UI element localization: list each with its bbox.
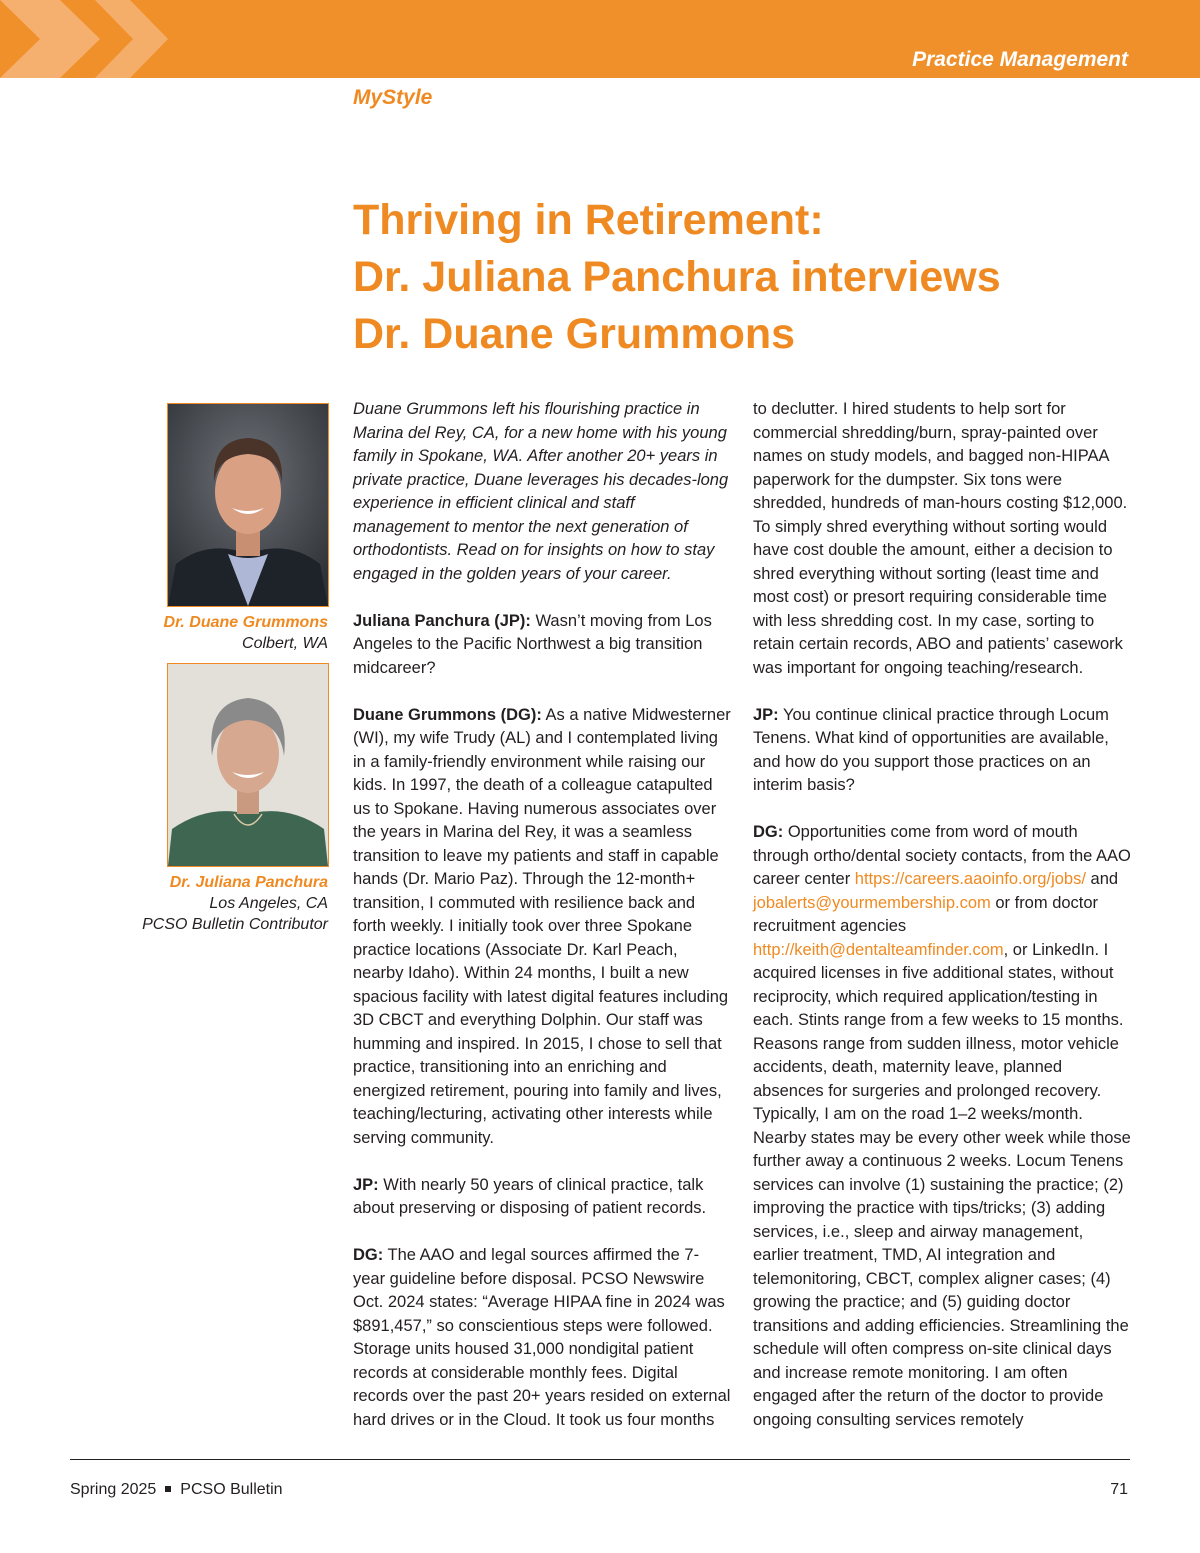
- header-banner: [0, 0, 1200, 78]
- caption-name: Dr. Juliana Panchura: [169, 874, 328, 891]
- photo-caption-panchura: [142, 872, 328, 935]
- bullet-square-icon: [165, 1486, 171, 1492]
- answer-paragraph: [353, 704, 731, 1151]
- question-paragraph: [353, 1174, 731, 1221]
- column-label: MyStyle: [353, 86, 433, 109]
- answer-continuation: to declutter. I hired students to help sort for commercial shredding/burn, spray-painted over names on study models, and bagged non-HIPAA paperwork for the dumpster. Six tons were shredded, hundreds of man-hours costing $12,000. To simply shred everything without sorting would have cost double the amount, either a decision to shred everything without sorting (least time and most cost) or presort requiring considerable time with less shredding cost. In my case, sorting to retain certain records, ABO and patients’ casework was important for ongoing teaching/research.: [753, 400, 1128, 677]
- paragraph-text: , or LinkedIn. I acquired licenses in five additional states, without reciprocity, which required application/testing in each. Stints range from a few weeks to 15 months. Reasons range from sudden illness, motor vehicle accidents, death, maternity leave, planned absences for surgeries and prolonged recovery. Typically, I am on the road 1–2 weeks/month. Nearby states may be every other week while those further away a continuous 2 weeks. Locum Tenens services can involve (1) sustaining the practice; (2) improving the practice with tips/tricks; (3) adding services, i.e., sleep and airway management, earlier treatment, TMD, AI integration and telemonitoring, CBCT, complex aligner cases; (4) growing the practice; and (5) guiding doctor transitions and adding efficiencies. Streamlining the schedule will often compress on-site clinical days and increase remote monitoring. I am often engaged after the return of the doctor to provide ongoing consulting services remotely: [753, 940, 1131, 1429]
- caption-name: Dr. Duane Grummons: [163, 614, 328, 631]
- section-label: Practice Management: [912, 48, 1128, 71]
- paragraph-text: As a native Midwesterner (WI), my wife Trudy (AL) and I contemplated living in a family-friendly environment while raising our kids. In 1997, the death of a colleague catapulted us to Spokane. Having numerous associates over the years in Marina del Rey, it was a seamless transition to leave my patients and staff in capable hands (Dr. Mario Paz). Through the 12-month+ transition, I commuted with resilience back and forth weekly. I initially took over three Spokane practice locations (Associate Dr. Karl Peach, nearby Idaho). Within 24 months, I built a new spacious facility with latest digital features including 3D CBCT and everything Dolphin. Our staff was humming and inspired. In 2015, I chose to sell that practice, transitioning into an enriching and energized retirement, pouring into family and lives, teaching/lecturing, activating other interests while serving community.: [353, 705, 731, 1147]
- intro-paragraph: Duane Grummons left his flourishing practice in Marina del Rey, CA, for a new home with his young family in Spokane, WA. After another 20+ years in private practice, Duane leverages his decades-long experience in efficient clinical and staff management to mentor the next generation of orthodontists. Read on for insights on how to stay engaged in the golden years of your career.: [353, 400, 729, 583]
- answer-paragraph: [753, 821, 1131, 1432]
- caption-location: Los Angeles, CA: [209, 895, 328, 912]
- footer-issue-date: Spring 2025: [70, 1481, 157, 1498]
- page-number: 71: [1110, 1481, 1128, 1498]
- speaker-label: JP:: [353, 1175, 379, 1194]
- paragraph-text: Opportunities come from word of mouth through ortho/dental society contacts, from the AAO career center: [753, 823, 1131, 888]
- paragraph-text: Wasn’t moving from Los Angeles to the Pacific Northwest a big transition midcareer?: [353, 611, 712, 677]
- footer-issue: [70, 1481, 283, 1499]
- dentalteamfinder-link[interactable]: http://keith@dentalteamfinder.com: [753, 940, 1004, 959]
- paragraph-text: You continue clinical practice through Locum Tenens. What kind of opportunities are available, and how do you support those practices on an interim basis?: [753, 705, 1109, 794]
- title-line-2: Dr. Juliana Panchura interviews: [353, 253, 1001, 301]
- caption-location: Colbert, WA: [242, 635, 328, 652]
- speaker-label: Juliana Panchura (JP):: [353, 611, 531, 630]
- speaker-label: DG:: [753, 823, 784, 841]
- paragraph-text: With nearly 50 years of clinical practice, talk about preserving or disposing of patient records.: [353, 1175, 707, 1217]
- text-column-right: [753, 398, 1131, 1456]
- question-paragraph: [353, 610, 731, 681]
- portrait-woman-photo: [167, 663, 329, 867]
- title-line-3: Dr. Duane Grummons: [353, 310, 796, 358]
- jobalerts-email-link[interactable]: jobalerts@yourmembership.com: [753, 893, 991, 912]
- paragraph-text: The AAO and legal sources affirmed the 7-year guideline before disposal. PCSO Newswire Oct. 2024 states: “Average HIPAA fine in 2024 was $891,457,” so conscientious steps were followed. Storage units housed 31,000 nondigital patient records at considerable monthly fees. Digital records over the past 20+ years resided on external hard drives or in the Cloud. It took us four months: [353, 1246, 731, 1429]
- chevron-arrows-icon: [0, 0, 180, 78]
- caption-role-text: Bulletin Contributor: [191, 916, 328, 933]
- footer-divider: [70, 1459, 1130, 1460]
- speaker-label: JP:: [753, 705, 779, 724]
- aao-careers-link[interactable]: https://careers.aaoinfo.org/jobs/: [854, 870, 1086, 888]
- speaker-label: DG:: [353, 1246, 384, 1264]
- photo-caption-grummons: [164, 612, 328, 654]
- question-paragraph: [753, 704, 1131, 798]
- paragraph-text: or from doctor recruitment agencies: [753, 893, 1099, 935]
- answer-paragraph: [353, 1244, 731, 1432]
- paragraph-text: and: [1085, 870, 1119, 888]
- text-column-left: [353, 398, 731, 1456]
- caption-role: [142, 914, 328, 935]
- portrait-man-photo: [167, 403, 329, 607]
- title-line-1: Thriving in Retirement:: [353, 196, 824, 244]
- footer-publication: PCSO Bulletin: [180, 1481, 283, 1498]
- speaker-label: Duane Grummons (DG):: [353, 705, 542, 724]
- caption-role-publication: PCSO: [142, 916, 188, 933]
- article-title: [353, 192, 1153, 363]
